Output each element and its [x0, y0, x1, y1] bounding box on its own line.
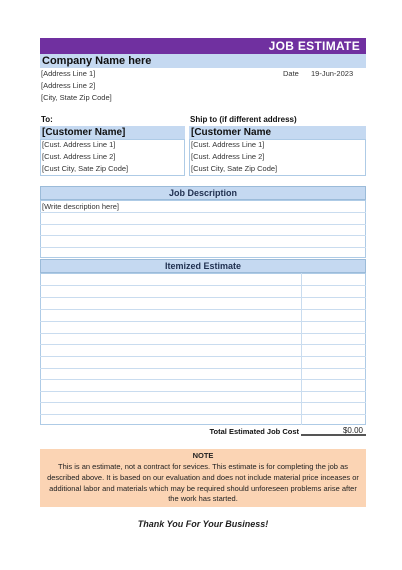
job-description-row-line	[40, 247, 366, 248]
date-label: Date	[283, 69, 299, 78]
job-description-placeholder[interactable]: [Write description here]	[42, 202, 119, 211]
job-description-row-line	[40, 224, 366, 225]
note-title: NOTE	[192, 451, 214, 460]
ship-city-state-zip[interactable]: [Cust City, Sate Zip Code]	[191, 164, 278, 173]
item-row-line	[40, 391, 366, 392]
ship-address-line-2[interactable]: [Cust. Address Line 2]	[191, 152, 265, 161]
note-text: This is an estimate, not a contract for sevices. This estimate is for completing the job as described above. It is based on our evaluation and does not include material price inceases or additional labor and materials which may be required should unforeseen problems arise after the work has started.	[47, 462, 359, 504]
to-address-line-2[interactable]: [Cust. Address Line 2]	[42, 152, 116, 161]
to-customer-bar	[40, 126, 185, 139]
item-row-line	[40, 402, 366, 403]
to-address-line-1[interactable]: [Cust. Address Line 1]	[42, 140, 116, 149]
total-cost-label: Total Estimated Job Cost	[209, 427, 299, 436]
item-row-line	[40, 368, 366, 369]
itemized-estimate-header: Itemized Estimate	[40, 259, 366, 273]
document-title: JOB ESTIMATE	[268, 39, 360, 53]
job-description-header: Job Description	[40, 186, 366, 200]
item-row-line	[40, 297, 366, 298]
item-row-line	[40, 321, 366, 322]
total-cost-value: $0.00	[301, 426, 366, 436]
date-value[interactable]: 19-Jun-2023	[311, 69, 354, 78]
job-description-row-line	[40, 235, 366, 236]
item-row-line	[40, 285, 366, 286]
to-city-state-zip[interactable]: [Cust City, Sate Zip Code]	[42, 164, 129, 173]
item-row-line	[40, 414, 366, 415]
company-address-line-1[interactable]: [Address Line 1]	[41, 69, 96, 78]
ship-address-line-1[interactable]: [Cust. Address Line 1]	[191, 140, 265, 149]
thank-you-message: Thank You For Your Business!	[137, 519, 269, 529]
ship-customer-name[interactable]: [Customer Name	[191, 127, 272, 138]
item-row-line	[40, 356, 366, 357]
company-city-state-zip[interactable]: [City, State Zip Code]	[41, 93, 112, 102]
ship-customer-bar	[189, 126, 366, 139]
company-address-line-2[interactable]: [Address Line 2]	[41, 81, 96, 90]
item-row-line	[40, 333, 366, 334]
company-bar	[40, 54, 366, 68]
title-bar	[40, 38, 366, 54]
item-row-line	[40, 379, 366, 380]
to-label: To:	[41, 115, 53, 124]
company-name[interactable]: Company Name here	[42, 55, 152, 67]
note-box	[40, 449, 366, 507]
ship-to-label: Ship to (if different address)	[190, 115, 297, 124]
to-customer-name[interactable]: [Customer Name]	[42, 127, 126, 138]
item-row-line	[40, 309, 366, 310]
item-row-line	[40, 344, 366, 345]
